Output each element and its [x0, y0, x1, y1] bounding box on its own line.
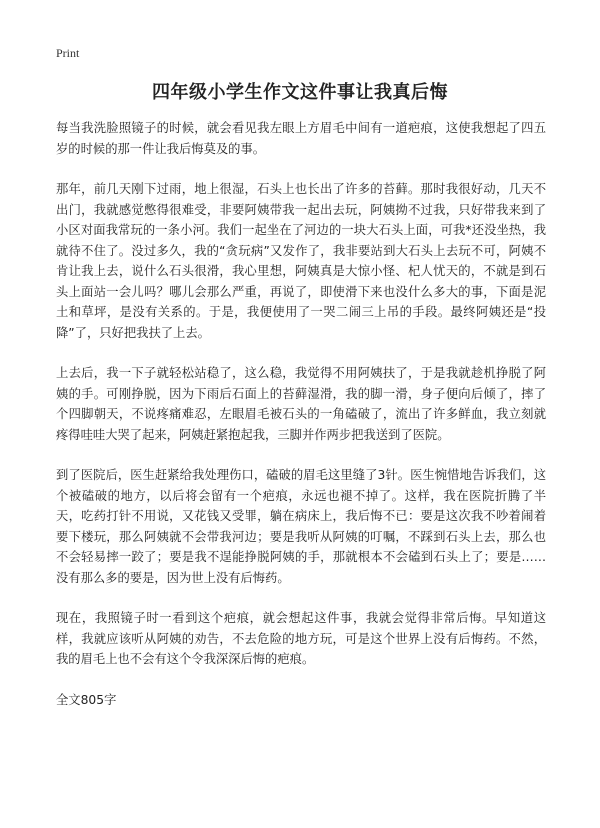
article-paragraph: 每当我洗脸照镜子的时候，就会看见我左眼上方眉毛中间有一道疤痕，这使我想起了四五岁的时候的那一件让我后悔莫及的事。	[56, 121, 546, 156]
article-title: 四年级小学生作文这件事让我真后悔	[152, 82, 448, 103]
article-paragraph: 现在，我照镜子时一看到这个疤痕，就会想起这件事，我就会觉得非常后悔。早知道这样，我就应该听从阿姨的劝告，不去危险的地方玩，可是这个世界上没有后悔药。不然，我的眉毛上也不会有这个令我深深后悔的疤痕。	[56, 611, 546, 666]
word-count: 全文805字	[56, 692, 117, 707]
article-paragraph: 上去后，我一下子就轻松站稳了，这么稳，我觉得不用阿姨扶了，于是我就趁机挣脱了阿姨的手。可刚挣脱，因为下雨后石面上的苔藓湿滑，我的脚一滑，身子便向后倾了，摔了个四脚朝天，不说疼痛难忍，左眼眉毛被石头的一角磕破了，流出了许多鲜血，我立刻就疼得哇哇大哭了起来，阿姨赶紧抱起我，三脚并作两步把我送到了医院。	[56, 366, 546, 442]
article-body	[56, 118, 546, 710]
article-paragraph: 到了医院后，医生赶紧给我处理伤口，磕破的眉毛这里缝了3针。医生惋惜地告诉我们，这个被磕破的地方，以后将会留有一个疤痕，永远也褪不掉了。这样，我在医院折腾了半天，吃药打针不用说，又花钱又受罪，躺在病床上，我后悔不已：要是这次我不吵着闹着要下楼玩，那么阿姨就不会带我河边；要是我听从阿姨的叮嘱，不踩到石头上去，那么也不会轻易摔一跤了；要是我不逞能挣脱阿姨的手，那就根本不会磕到石头上了；要是……没有那么多的要是，因为世上没有后悔药。	[56, 468, 546, 585]
article-paragraph: 那年，前几天刚下过雨，地上很湿，石头上也长出了许多的苔藓。那时我很好动，几天不出门，我就感觉憋得很难受，非要阿姨带我一起出去玩，阿姨拗不过我，只好带我来到了小区对面我常玩的一条小河。我们一起坐在了河边的一块大石头上面，可我*还没坐热，我就待不住了。没过多久，我的“贪玩病”又发作了，我非要站到大石头上去玩不可，阿姨不肯让我上去，说什么石头很滑，我心里想，阿姨真是大惊小怪、杞人忧天的，不就是到石头上面站一会儿吗？哪儿会那么严重，再说了，即使滑下来也没什么多大的事，下面是泥土和草坪，是没有关系的。于是，我便使用了一哭二闹三上吊的手段。最终阿姨还是“投降”了，只好把我扶了上去。	[56, 182, 546, 340]
print-link[interactable]: Print	[56, 46, 80, 60]
